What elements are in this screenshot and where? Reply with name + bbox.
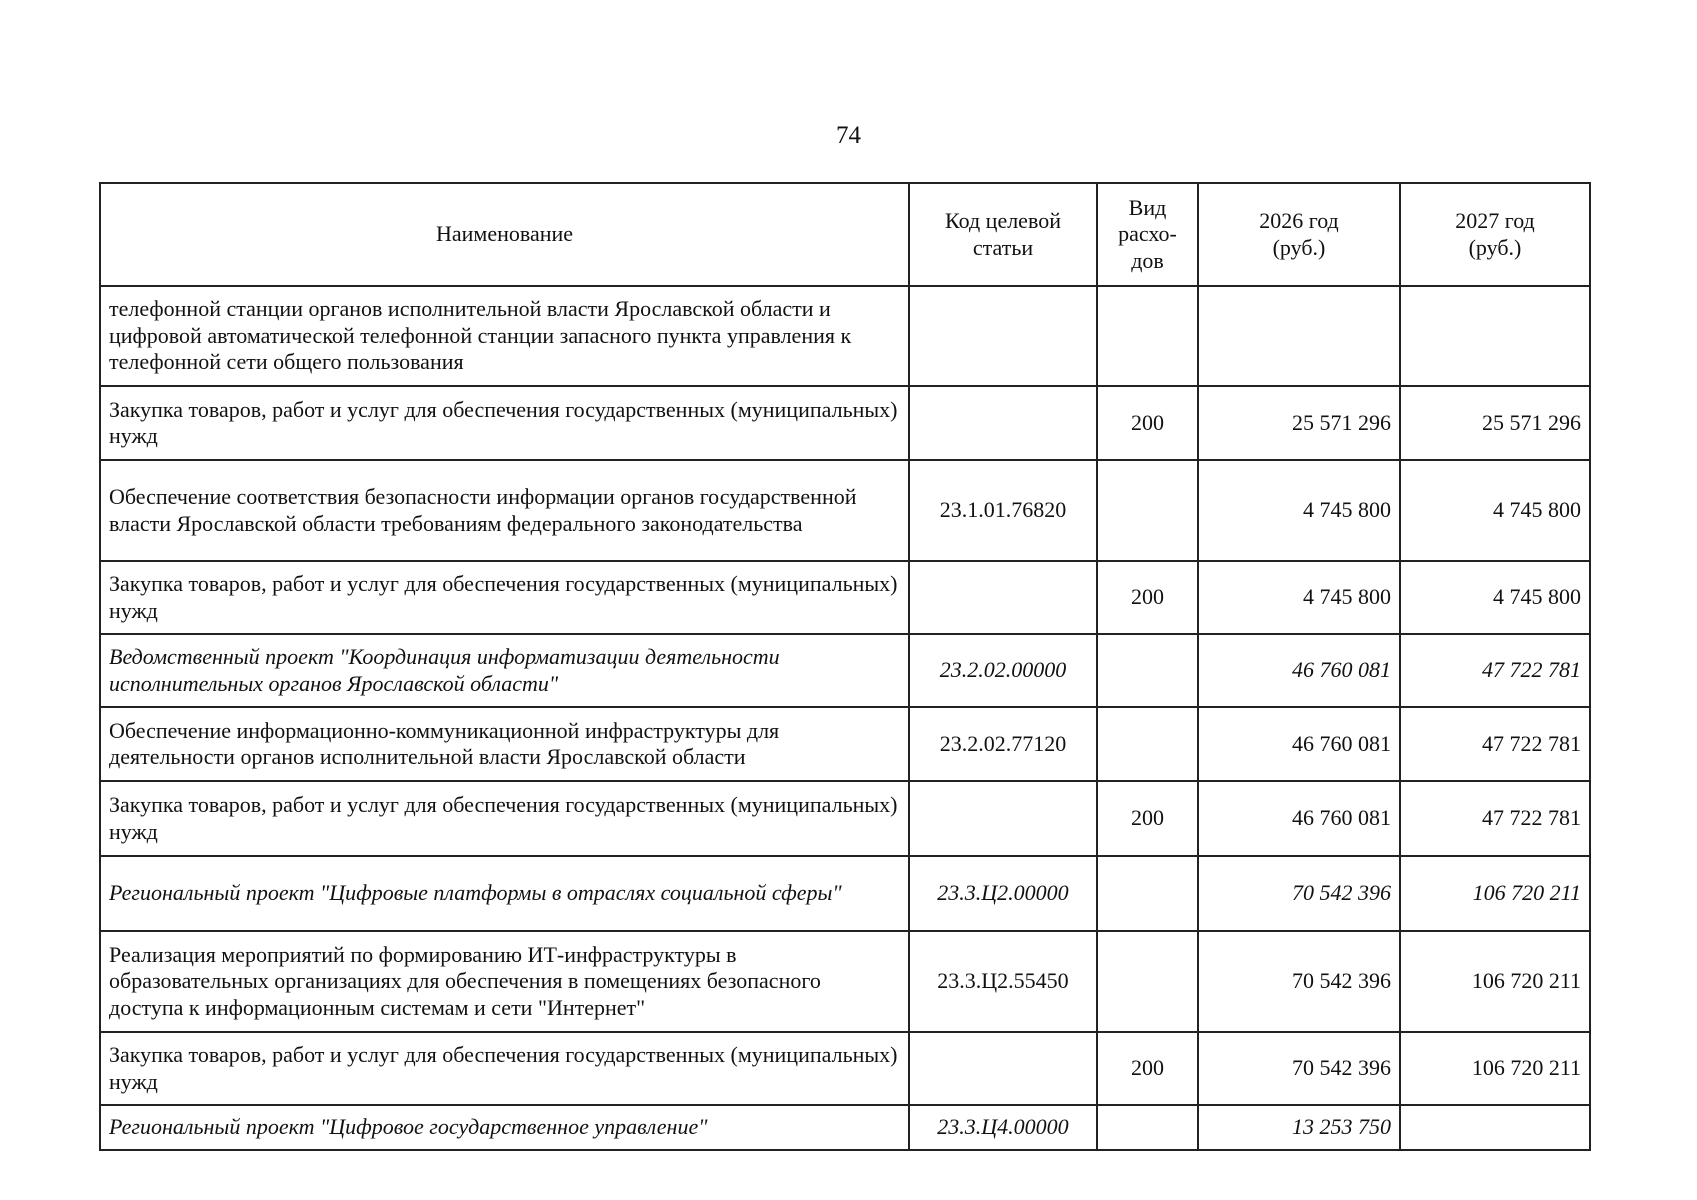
table-row [100, 781, 1590, 856]
row-2027-cell [1400, 286, 1590, 386]
row-name-cell: Закупка товаров, работ и услуг для обеспечения государственных (муниципальных) нужд [100, 386, 909, 460]
table-row [100, 561, 1590, 634]
row-2027-cell: 47 722 781 [1400, 634, 1590, 707]
row-code-cell: 23.2.02.00000 [909, 634, 1097, 707]
table-row [100, 707, 1590, 781]
row-type-cell: 200 [1097, 561, 1198, 634]
header-2027: 2027 год (руб.) [1400, 183, 1590, 286]
row-name-cell: Реализация мероприятий по формированию ИТ-инфраструктуры в образовательных организациях для обеспечения в помещениях безопасного доступа к информационным системам и сети "Интернет" [100, 931, 909, 1032]
row-name-cell: телефонной станции органов исполнительной власти Ярославской области и цифровой автоматической телефонной станции запасного пункта управления к телефонной сети общего пользования [100, 286, 909, 386]
row-code-cell: 23.3.Ц2.55450 [909, 931, 1097, 1032]
row-code-cell: 23.2.02.77120 [909, 707, 1097, 781]
row-2026-cell: 70 542 396 [1198, 931, 1400, 1032]
row-2026-cell [1198, 286, 1400, 386]
row-type-cell [1097, 707, 1198, 781]
row-name-cell: Закупка товаров, работ и услуг для обеспечения государственных (муниципальных) нужд [100, 561, 909, 634]
row-2027-cell: 25 571 296 [1400, 386, 1590, 460]
table-row [100, 386, 1590, 460]
row-type-cell [1097, 931, 1198, 1032]
row-2027-cell: 106 720 211 [1400, 856, 1590, 931]
row-2027-cell: 106 720 211 [1400, 931, 1590, 1032]
page-number: 74 [836, 122, 861, 149]
row-type-cell [1097, 856, 1198, 931]
row-name-cell: Закупка товаров, работ и услуг для обеспечения государственных (муниципальных) нужд [100, 1032, 909, 1105]
table-body [100, 286, 1590, 1150]
row-type-cell: 200 [1097, 781, 1198, 856]
row-code-cell [909, 386, 1097, 460]
header-name: Наименование [100, 183, 909, 286]
row-code-cell [909, 286, 1097, 386]
row-2027-cell: 47 722 781 [1400, 781, 1590, 856]
row-2027-cell: 4 745 800 [1400, 561, 1590, 634]
header-code: Код целевой статьи [909, 183, 1097, 286]
row-name-cell: Ведомственный проект "Координация информатизации деятельности исполнительных органов Ярославской области" [100, 634, 909, 707]
row-name-cell: Региональный проект "Цифровое государственное управление" [100, 1105, 909, 1150]
table-row [100, 634, 1590, 707]
row-code-cell [909, 561, 1097, 634]
row-2027-cell: 4 745 800 [1400, 460, 1590, 561]
row-type-cell [1097, 1105, 1198, 1150]
table-row [100, 931, 1590, 1032]
table-row [100, 1032, 1590, 1105]
budget-table [99, 182, 1591, 1151]
header-type: Вид расхо-дов [1097, 183, 1198, 286]
row-2026-cell: 70 542 396 [1198, 1032, 1400, 1105]
row-2026-cell: 4 745 800 [1198, 561, 1400, 634]
row-2026-cell: 13 253 750 [1198, 1105, 1400, 1150]
row-name-cell: Обеспечение соответствия безопасности информации органов государственной власти Ярославской области требованиям федерального законодательства [100, 460, 909, 561]
row-code-cell: 23.3.Ц4.00000 [909, 1105, 1097, 1150]
table-row [100, 1105, 1590, 1150]
table-row [100, 286, 1590, 386]
row-type-cell: 200 [1097, 386, 1198, 460]
row-code-cell: 23.3.Ц2.00000 [909, 856, 1097, 931]
row-type-cell: 200 [1097, 1032, 1198, 1105]
row-2027-cell [1400, 1105, 1590, 1150]
table-row [100, 460, 1590, 561]
row-name-cell: Закупка товаров, работ и услуг для обеспечения государственных (муниципальных) нужд [100, 781, 909, 856]
row-type-cell [1097, 286, 1198, 386]
row-name-cell: Региональный проект "Цифровые платформы в отраслях социальной сферы" [100, 856, 909, 931]
row-name-cell: Обеспечение информационно-коммуникационной инфраструктуры для деятельности органов исполнительной власти Ярославской области [100, 707, 909, 781]
row-type-cell [1097, 460, 1198, 561]
table-row [100, 856, 1590, 931]
row-2027-cell: 106 720 211 [1400, 1032, 1590, 1105]
row-code-cell [909, 781, 1097, 856]
table-header-row [100, 183, 1590, 286]
row-2026-cell: 25 571 296 [1198, 386, 1400, 460]
header-2026: 2026 год (руб.) [1198, 183, 1400, 286]
row-2027-cell: 47 722 781 [1400, 707, 1590, 781]
row-2026-cell: 46 760 081 [1198, 634, 1400, 707]
row-code-cell [909, 1032, 1097, 1105]
row-2026-cell: 70 542 396 [1198, 856, 1400, 931]
row-type-cell [1097, 634, 1198, 707]
row-2026-cell: 46 760 081 [1198, 781, 1400, 856]
row-2026-cell: 4 745 800 [1198, 460, 1400, 561]
row-2026-cell: 46 760 081 [1198, 707, 1400, 781]
row-code-cell: 23.1.01.76820 [909, 460, 1097, 561]
